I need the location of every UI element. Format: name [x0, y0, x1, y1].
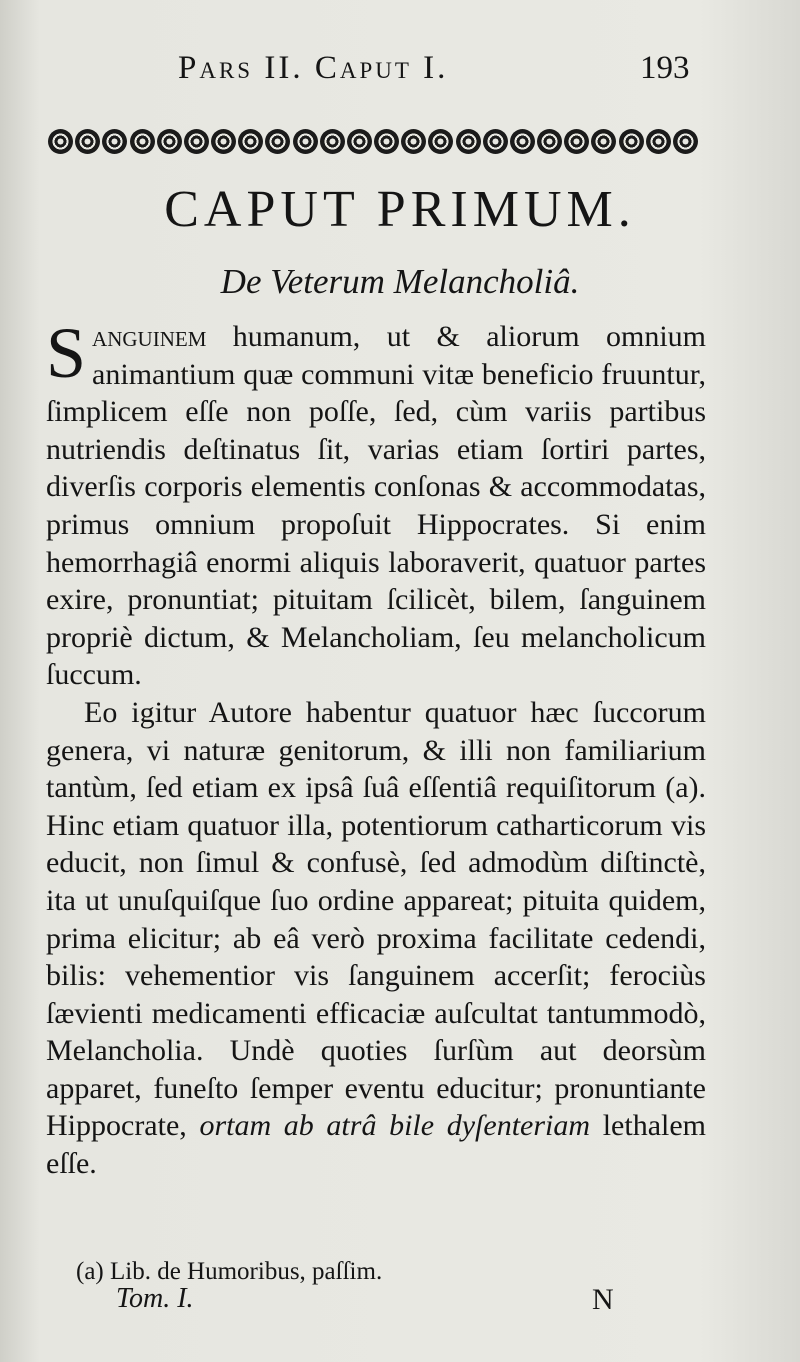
fleuron-ornament-row — [48, 121, 698, 161]
fleuron-icon — [401, 129, 426, 154]
fleuron-icon — [184, 129, 209, 154]
fleuron-icon — [130, 129, 155, 154]
fleuron-icon — [238, 129, 263, 154]
fleuron-icon — [48, 129, 73, 154]
paragraph-2-text: Eo igitur Autore habentur quatuor hæc ſuccorum genera, vi naturæ genitorum, & illi non familiarium tantùm, ſed etiam ex ipsâ ſuâ eſſentiâ requiſitorum (a). Hinc etiam quatuor illa, potentiorum catharticorum vis educit, non ſimul & confusè, ſed admodùm diſtinctè, ita ut unuſquiſque ſuo ordine appareat; pituita quidem, prima elicitur; ab eâ verò proxima facilitate cedendi, bilis: vehementior vis ſanguinem accerſit; ferociùs ſævienti medicamenti efficaciæ auſcultat tantummodò, Melancholia. Undè quoties ſurſùm aut deorsùm apparet, funeſto ſemper eventu educitur; pronuntiante Hippocrate, — [46, 695, 706, 1143]
paragraph-1-text: humanum, ut & aliorum omnium animantium quæ communi vitæ beneficio fruuntur, ſimplicem eſſe non poſſe, ſed, cùm variis partibus nutriendis deſtinatus ſit, varias etiam ſortiri partes, diverſis corporis elementis conſonas & accommodatas, primus omnium propoſuit Hippocrates. Si enim hemorrhagiâ enormi aliquis laboraverit, quatuor partes exire, pronuntiat; pituitam ſcilicèt, bilem, ſanguinem propriè dictum, & Melancholiam, ſeu melancholicum ſuccum. — [46, 320, 706, 692]
page-number: 193 — [640, 50, 690, 86]
fleuron-icon — [293, 129, 318, 154]
chapter-subtitle: De Veterum Melancholiâ. — [220, 262, 580, 301]
fleuron-icon — [374, 129, 399, 154]
fleuron-icon — [510, 129, 535, 154]
fleuron-icon — [673, 129, 698, 154]
fleuron-icon — [619, 129, 644, 154]
page-footer — [0, 1283, 800, 1323]
footnote: (a) Lib. de Humoribus, paſſim. — [76, 1258, 383, 1285]
fleuron-icon — [102, 129, 127, 154]
volume-mark: Tom. I. — [116, 1283, 194, 1314]
running-head — [0, 50, 800, 94]
drop-cap: S — [46, 313, 87, 393]
fleuron-icon — [75, 129, 100, 154]
signature-mark: N — [592, 1283, 614, 1316]
fleuron-icon — [157, 129, 182, 154]
fleuron-icon — [265, 129, 290, 154]
paragraph-2-italic: ortam ab atrâ bile dyſenteriam — [186, 1109, 591, 1143]
paragraph-1-lead: anguinem — [92, 320, 207, 353]
fleuron-icon — [428, 129, 453, 154]
paragraph-2 — [46, 694, 706, 1183]
fleuron-icon — [537, 129, 562, 154]
body-text — [46, 313, 706, 1183]
paragraph-1 — [46, 313, 706, 694]
running-title: Pars II. Caput I. — [178, 50, 449, 86]
paragraph-2-tail: lethalem eſſe. — [46, 1109, 706, 1181]
fleuron-icon — [646, 129, 671, 154]
fleuron-icon — [347, 129, 372, 154]
chapter-title: CAPUT PRIMUM. — [164, 181, 636, 238]
fleuron-icon — [564, 129, 589, 154]
fleuron-icon — [591, 129, 616, 154]
fleuron-icon — [456, 129, 481, 154]
fleuron-icon — [483, 129, 508, 154]
fleuron-icon — [320, 129, 345, 154]
fleuron-icon — [211, 129, 236, 154]
